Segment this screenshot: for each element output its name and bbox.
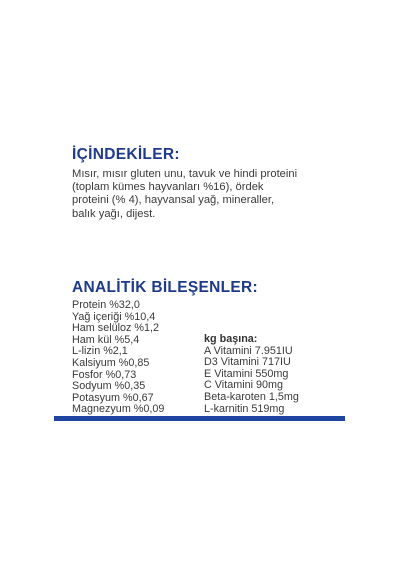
vitamin-item: A Vitamini 7.951IU — [204, 344, 293, 357]
ingredients-text — [72, 168, 372, 221]
component-item: Ham selüloz %1,2 — [72, 322, 160, 335]
analytic-components-list — [72, 300, 164, 416]
per-kg-list — [204, 334, 299, 415]
ingredients-line: (toplam kümes hayvanları %16), ördek — [72, 181, 264, 194]
component-item: Magnezyum %0,09 — [72, 403, 165, 416]
component-item: Potasyum %0,67 — [72, 391, 154, 404]
component-item: Ham kül %5,4 — [72, 333, 140, 346]
vitamin-item: Beta-karoten 1,5mg — [204, 390, 299, 403]
component-item: L-lizin %2,1 — [72, 345, 128, 358]
vitamin-item: C Vitamini 90mg — [204, 379, 284, 392]
ingredients-line: Mısır, mısır gluten unu, tavuk ve hindi proteini — [72, 168, 298, 180]
component-item: Fosfor %0,73 — [72, 368, 137, 381]
ingredients-line: balık yağı, dijest. — [72, 207, 156, 220]
analytic-components-heading: ANALİTİK BİLEŞENLER: — [72, 279, 258, 296]
ingredients-line: proteini (% 4), hayvansal yağ, mineraller, — [72, 194, 275, 207]
component-item: Kalsiyum %0,85 — [72, 356, 150, 369]
per-kg-heading: kg başına: — [204, 333, 258, 345]
bottom-divider-bar — [54, 416, 345, 421]
vitamin-item: E Vitamini 550mg — [204, 367, 289, 380]
vitamin-item: D3 Vitamini 717IU — [204, 356, 291, 369]
component-item: Yağ içeriği %10,4 — [72, 310, 156, 323]
vitamin-item: L-karnitin 519mg — [204, 402, 285, 415]
component-item: Sodyum %0,35 — [72, 380, 146, 393]
component-item: Protein %32,0 — [72, 299, 140, 311]
ingredients-heading: İÇİNDEKİLER: — [72, 146, 180, 163]
